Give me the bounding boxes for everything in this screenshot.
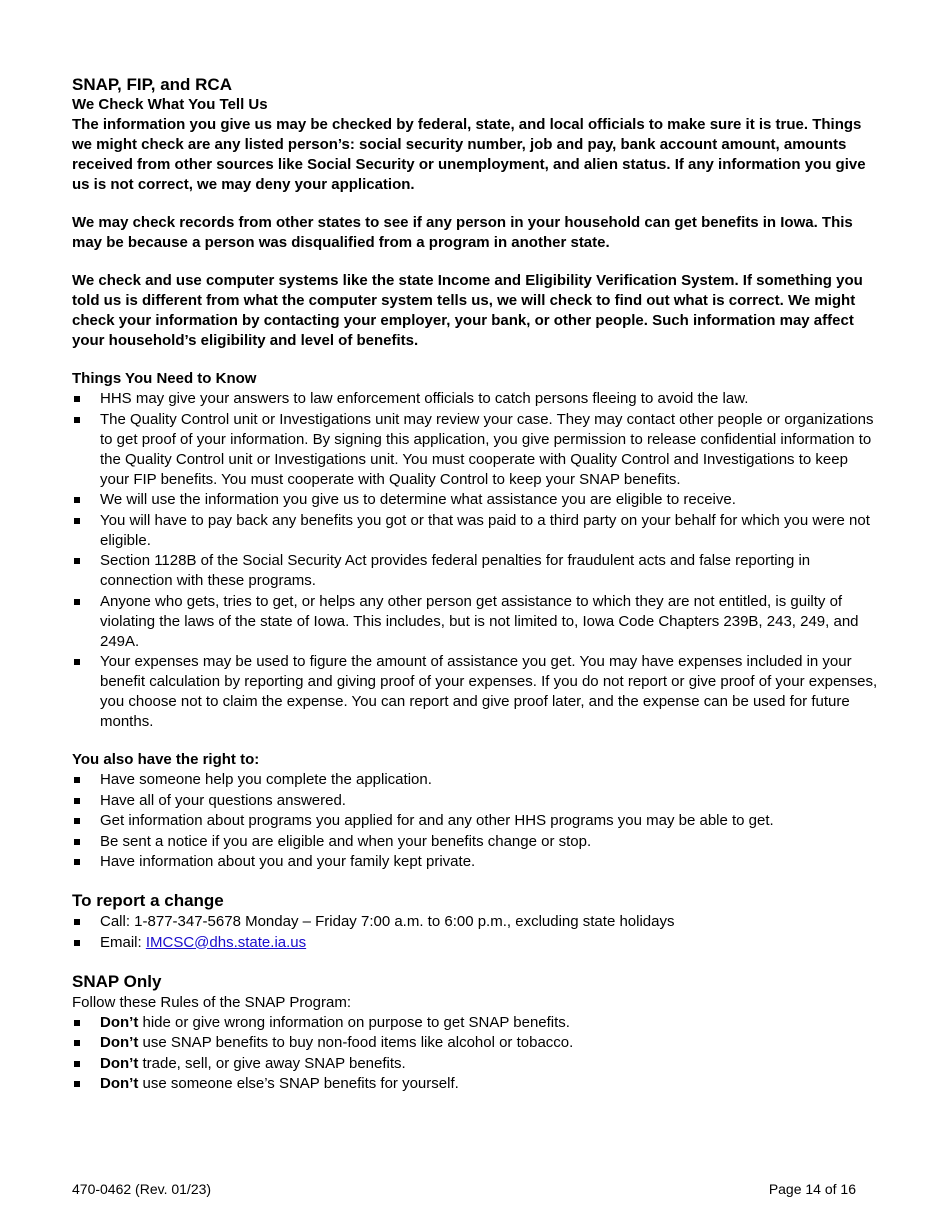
list-item: Get information about programs you applied for and any other HHS programs you may be able to get. — [72, 811, 878, 831]
list-item: We will use the information you give us to determine what assistance you are eligible to receive. — [72, 490, 878, 510]
list-item: Have information about you and your family kept private. — [72, 852, 878, 872]
rule-text: use someone else’s SNAP benefits for yourself. — [138, 1075, 459, 1092]
document-page — [72, 74, 878, 1112]
intro-paragraph-3: We check and use computer systems like the state Income and Eligibility Verification System. If something you told us is different from what the computer system tells us, we will check to find out what is correct. We might check your information by contacting your employer, your bank, or other people. Such information may affect your household’s eligibility and level of benefits. — [72, 272, 863, 349]
things-to-know-list — [72, 389, 878, 732]
snap-only-heading: SNAP Only — [72, 971, 162, 991]
email-item — [72, 933, 878, 953]
page-title: SNAP, FIP, and RCA — [72, 75, 232, 94]
email-label: Email: — [100, 933, 146, 951]
things-to-know-heading: Things You Need to Know — [72, 370, 257, 387]
rule-text: use SNAP benefits to buy non-food items like alcohol or tobacco. — [138, 1034, 574, 1051]
rule-emphasis: Don’t — [100, 1075, 139, 1092]
rule-emphasis: Don’t — [100, 1013, 139, 1031]
list-item: Your expenses may be used to figure the amount of assistance you get. You may have expenses included in your benefit calculation by reporting and giving proof of your expenses. If you do not report or give proof of your expenses, you choose not to claim the expense. You can report and give proof later, and the expense can be used for future months. — [72, 652, 878, 732]
rule-emphasis: Don’t — [100, 1054, 139, 1072]
snap-rules-list — [72, 1013, 878, 1095]
report-change-heading: To report a change — [72, 891, 224, 910]
list-item — [72, 1033, 878, 1053]
rights-heading: You also have the right to: — [72, 751, 260, 768]
rights-list — [72, 770, 878, 872]
list-item — [72, 1054, 878, 1074]
list-item: Have all of your questions answered. — [72, 791, 878, 811]
intro-paragraph-2: We may check records from other states to see if any person in your household can get benefits in Iowa. This may be because a person was disqualified from a program in another state. — [72, 214, 853, 251]
section-heading-we-check: We Check What You Tell Us — [72, 96, 268, 113]
list-item — [72, 1013, 878, 1033]
list-item: HHS may give your answers to law enforcement officials to catch persons fleeing to avoid the law. — [72, 389, 878, 409]
list-item: Have someone help you complete the application. — [72, 770, 878, 790]
intro-paragraph-1: The information you give us may be checked by federal, state, and local officials to make sure it is true. Things we might check are any listed person’s: social security number, job and pay, bank account amount, amounts received from other sources like Social Security or unemployment, and alien status. If any information you give us is not correct, we may deny your application. — [72, 116, 866, 193]
list-item: Be sent a notice if you are eligible and when your benefits change or stop. — [72, 832, 878, 852]
email-link[interactable]: IMCSC@dhs.state.ia.us — [145, 933, 307, 951]
rule-emphasis: Don’t — [100, 1034, 139, 1051]
rule-text: hide or give wrong information on purpose to get SNAP benefits. — [138, 1013, 570, 1031]
call-item: Call: 1-877-347-5678 Monday – Friday 7:00 a.m. to 6:00 p.m., excluding state holidays — [72, 912, 878, 932]
snap-rules-intro: Follow these Rules of the SNAP Program: — [72, 993, 352, 1011]
list-item: You will have to pay back any benefits you got or that was paid to a third party on your behalf for which you were not eligible. — [72, 511, 878, 551]
form-number: 470-0462 (Rev. 01/23) — [72, 1181, 212, 1197]
report-change-list — [72, 912, 878, 953]
list-item: Section 1128B of the Social Security Act provides federal penalties for fraudulent acts and false reporting in connection with these programs. — [72, 551, 878, 591]
list-item: Anyone who gets, tries to get, or helps any other person get assistance to which they are not entitled, is guilty of violating the laws of the state of Iowa. This includes, but is not limited to, Iowa Code Chapters 239B, 243, 249, and 249A. — [72, 592, 878, 652]
list-item — [72, 1074, 878, 1094]
list-item: The Quality Control unit or Investigations unit may review your case. They may contact other people or organizations to get proof of your information. By signing this application, you give permission to release confidential information to the Quality Control unit or Investigations unit. You must cooperate with Quality Control and Investigations to keep your FIP benefits. You must cooperate with Quality Control to keep your SNAP benefits. — [72, 410, 878, 490]
page-number: Page 14 of 16 — [768, 1181, 856, 1197]
rule-text: trade, sell, or give away SNAP benefits. — [138, 1054, 406, 1072]
